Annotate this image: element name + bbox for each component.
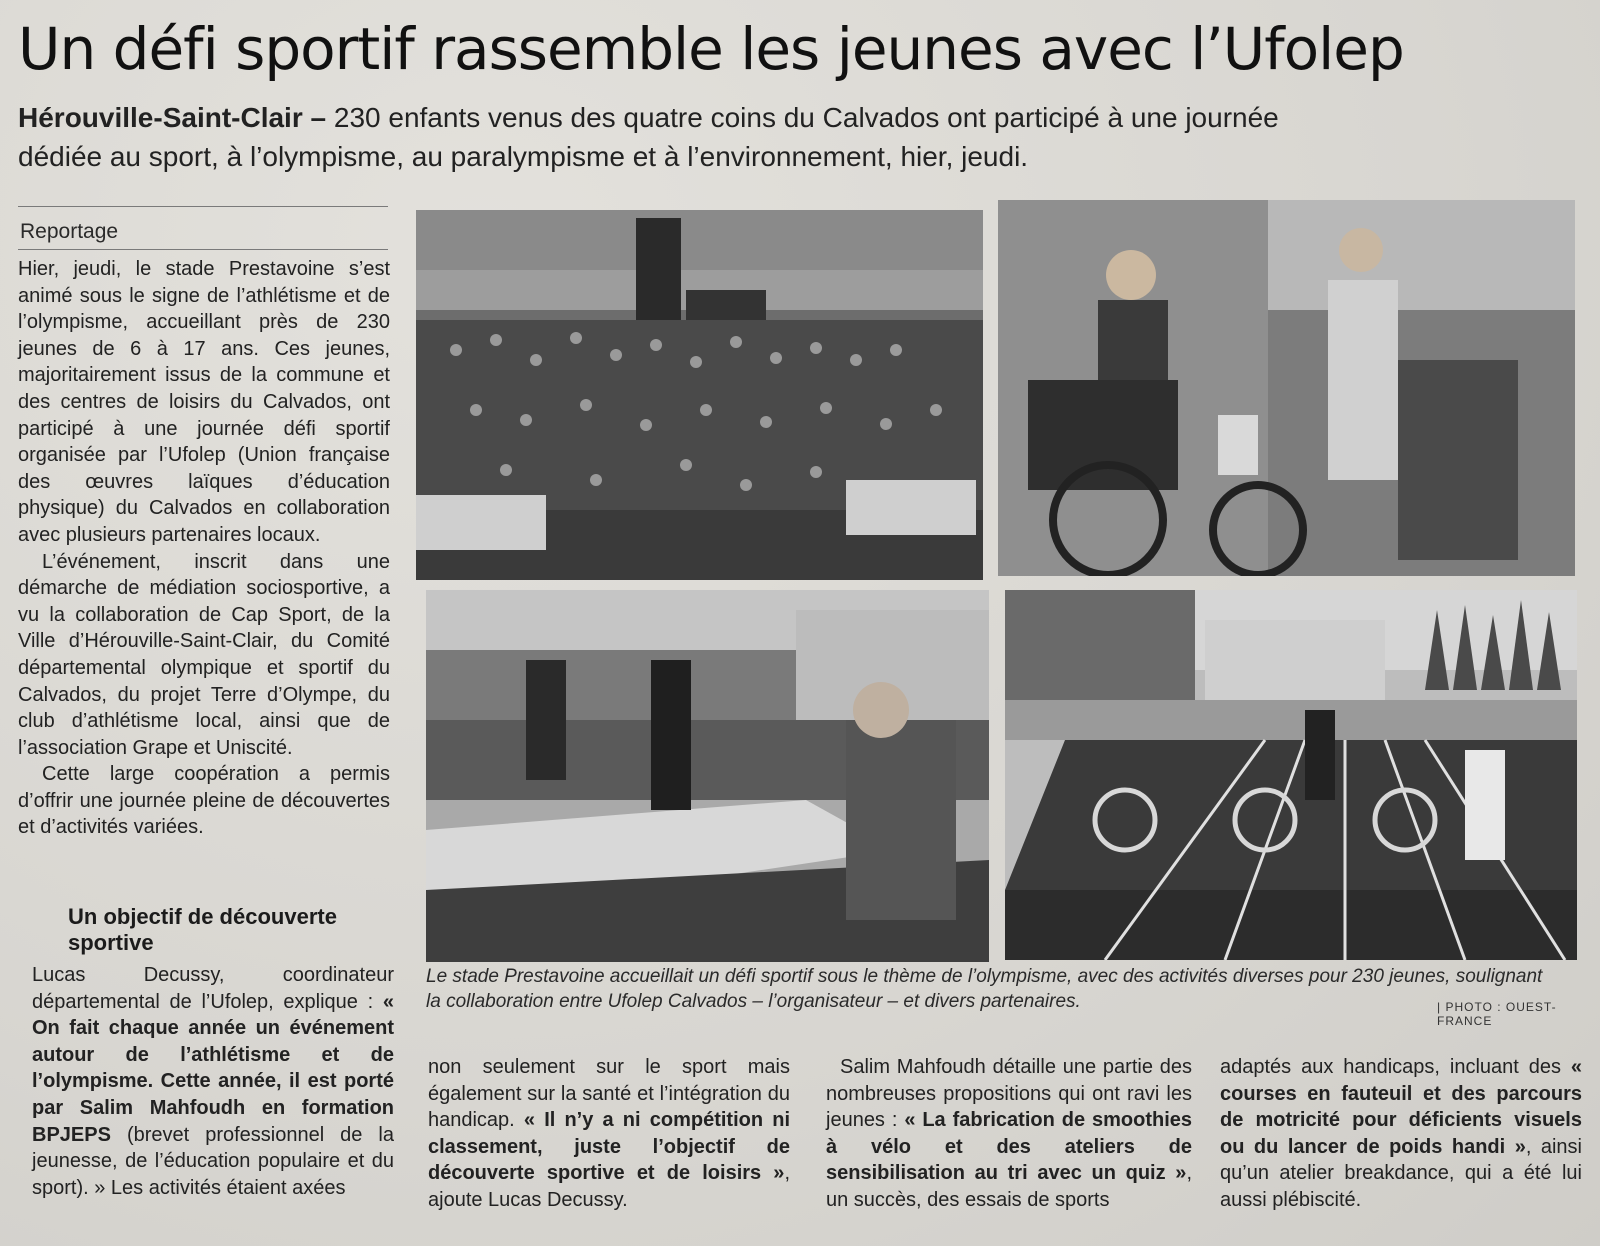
column-1-top [18, 256, 390, 841]
photo-crowd-of-children [416, 210, 983, 580]
column-2 [428, 1054, 790, 1214]
paragraph: Hier, jeudi, le stade Prestavoine s’est animé sous le signe de l’athlétisme et de l’olympisme, accueillant près de 230 jeunes de 6 à 17 ans. Ces jeunes, majoritairement issus de la commune et des centres de loisirs du Calvados, ont participé à une journée défi sportif organisée par l’Ufolep (Union française des œuvres laïques d’éducation physique) du Calvados en collaboration avec plusieurs partenaires locaux. [18, 258, 390, 546]
photo-credit: | PHOTO : OUEST-FRANCE [1437, 1000, 1557, 1028]
photo-breakdance [426, 590, 989, 962]
rubric-rule-top [18, 206, 388, 207]
rubric-label: Reportage [20, 220, 119, 243]
paragraph: Cette large coopération a permis d’offrir une journée pleine de découvertes et d’activités variées. [18, 763, 390, 839]
lead-paragraph [18, 98, 1318, 176]
quote: « Il n’y a ni compétition ni classement, juste l’objectif de découverte sportive et de loisirs » [428, 1109, 790, 1185]
column-4 [1220, 1054, 1582, 1214]
quote: « On fait chaque année un événement autour de l’athlétisme et de l’olympisme. Cette année, il est porté par Salim Mahfoudh en formation BPJEPS [32, 990, 394, 1146]
lead-text: 230 enfants venus des quatre coins du Calvados ont participé à une journée dédiée au sport, à l’olympisme, au paralympisme et à l’environnement, hier, jeudi. [18, 102, 1279, 172]
quote: « La fabrication de smoothies à vélo et des ateliers de sensibilisation au tri avec un quiz » [826, 1109, 1192, 1185]
column-3 [826, 1054, 1192, 1214]
column-1-bottom [32, 962, 394, 1201]
headline: Un défi sportif rassemble les jeunes avec l’Ufolep [18, 15, 1404, 83]
photo-smoothie-bike [998, 200, 1575, 576]
subheading: Un objectif de découverte sportive [68, 904, 337, 955]
photo-caption: Le stade Prestavoine accueillait un défi sportif sous le thème de l’olympisme, avec des activités diverses pour 230 jeunes, soulignant la collaboration entre Ufolep Calvados – l’organisateur – et divers partenaires. [426, 966, 1543, 1012]
paragraph: L’événement, inscrit dans une démarche de médiation sociosportive, a vu la collaboration de Cap Sport, de la Ville d’Hérouville-Saint-Clair, du Comité départemental olympique et sportif du Calvados, du projet Terre d’Olympe, du club d’athlétisme local, ainsi que de l’association Grape et Uniscité. [18, 550, 390, 759]
paragraph: non seulement sur le sport mais également sur la santé et l’intégration du handicap. « Il n’y a ni compétition ni classement, juste l’objectif de découverte sportive et de loisirs », ajoute Lucas Decussy. [428, 1056, 790, 1211]
dateline-place: Hérouville-Saint-Clair – [18, 102, 327, 133]
paragraph: adaptés aux handicaps, incluant des « courses en fauteuil et des parcours de motricité pour déficients visuels ou du lancer de poids handi », ainsi qu’un atelier breakdance, qui a été lui aussi plébiscité. [1220, 1056, 1583, 1211]
quote: « courses en fauteuil et des parcours de motricité pour déficients visuels ou du lancer de poids handi » [1220, 1056, 1582, 1158]
paragraph: Lucas Decussy, coordinateur départemental de l’Ufolep, explique : « On fait chaque année un événement autour de l’athlétisme et de l’olympisme. Cette année, il est porté par Salim Mahfoudh en formation BPJEPS (brevet professionnel de la jeunesse, de l’éducation populaire et du sport). » Les activités étaient axées [32, 964, 394, 1199]
paragraph: Salim Mahfoudh détaille une partie des nombreuses propositions qui ont ravi les jeunes : « La fabrication de smoothies à vélo et des ateliers de sensibilisation au tri avec un quiz », un succès, des essais de sports [826, 1056, 1192, 1211]
photo-wheelchair-race [1005, 590, 1577, 960]
rubric-rule-bottom [18, 249, 388, 250]
